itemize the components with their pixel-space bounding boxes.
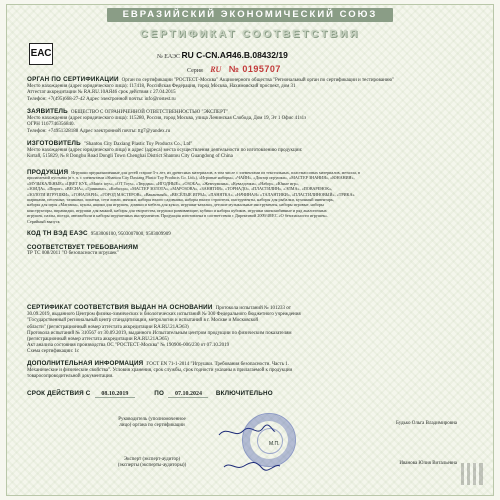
basis-line: (регистрационный номер аттестата аккредитации RA.RU.21АЭ65) xyxy=(27,337,169,343)
additional-label: ДОПОЛНИТЕЛЬНАЯ ИНФОРМАЦИЯ xyxy=(27,360,144,367)
mp-label: М.П. xyxy=(269,441,280,447)
tnved-section xyxy=(27,231,467,238)
certificate-number: RU С-CN.АЯ46.В.08432/19 xyxy=(181,50,288,60)
basis-label: СЕРТИФИКАТ СООТВЕТСТВИЯ ВЫДАН НА ОСНОВАНИИ xyxy=(27,304,213,311)
manufacturer-section xyxy=(27,141,467,161)
requirements-value: ТР ТС 008/2011 "О безопасности игрушек" xyxy=(27,251,119,257)
series-label: Серия xyxy=(187,68,203,74)
product-line: конструкторы, пирамидки, игрушки для ванной, наборы для творчества, игрушки развивающие, кубики и наборы кубиков, игрушки мягконабивные и ряд аналогичных xyxy=(27,207,327,213)
applicant-contacts: Телефон: +74951328188 Адрес электронной почты: ttg7@yandex.ru xyxy=(27,128,171,134)
validity-date-to: 07.10.2024 xyxy=(168,391,208,398)
certification-body-contacts: Телефон: +7(495)668-27-42 Адрес электронной почты: info@rostest.ru xyxy=(27,96,176,102)
series-code: RU xyxy=(210,65,222,74)
certification-body-section xyxy=(27,77,467,103)
basis-line: Протокола испытаний № 101233 от xyxy=(215,306,291,311)
product-line: шариками, песочные, тазиками, лопатки, сети ловли, мячики, наборы юного садовника, наборы юного строителя, инструменты, наборы для рыбалки, кухонный инвентарь, xyxy=(27,197,334,203)
certification-body-label: ОРГАН ПО СЕРТИФИКАЦИИ xyxy=(27,76,119,83)
product-line: «ЗОИДА», «Пирог», «ВЕСНА», «Гринкинс», «Кибалда», «МАСТЕР ЗОЛОТА», «МАРОЗОВА», «ЗАНЯТИЯ», «ТОРНАДО», «ПЛАСТИЛИН», «ЭЛМА», «ПОВАРЕНОК», xyxy=(27,186,333,192)
basis-line: Схема сертификации: 1с xyxy=(27,349,80,355)
head-role-2: лицо) органа по сертификации xyxy=(119,423,185,428)
product-line: Серийный выпуск xyxy=(27,218,60,224)
manufacturer-label: ИЗГОТОВИТЕЛЬ xyxy=(27,140,81,147)
additional-line: товаросопроводительной документации. xyxy=(27,374,114,380)
number-label: № ЕАЭС xyxy=(157,54,181,60)
validity-section xyxy=(27,391,467,398)
additional-line: ГОСТ EN 71-1-2014 "Игрушки. Требования безопасности. Часть 1. xyxy=(146,362,289,367)
certification-body-accreditation: Аттестат аккредитации № RA.RU.10АЯ46 срок действия с 27.04.2015 xyxy=(27,90,176,96)
additional-section xyxy=(27,361,467,381)
validity-note: ВКЛЮЧИТЕЛЬНО xyxy=(215,390,273,397)
product-line: Игрушки предназначенные для детей старше 3-х лет, из древесных материалов, в том числе с элементами из текстильных, пластмассовых материалов, металла, в xyxy=(71,170,360,175)
expert-role-2: (эксперты (эксперты-аудиторы)) xyxy=(117,463,187,468)
product-line: «МУЗЫКАЛЬНЫЕ» «ЦВЕТ КУБ, «Matrix toys», «ОТ Toys», «Тюрдан», «ИГОДНЫЕ», «ОЗОБА», «Жемчужины», «Кувалдочки», «Набор», «Юные игр», xyxy=(27,180,300,186)
tnved-value: 9503006100, 9503007000, 9503009909 xyxy=(90,232,171,237)
expert-signature xyxy=(222,457,282,475)
product-label: ПРОДУКЦИЯ xyxy=(27,169,69,176)
product-line: наборы для игры «Магазин», куклы, ящики для игрушек, домики и мебель для кукол, игрушки-каталки, детские музыкальные инструменты, наборы игровые, наборы xyxy=(27,202,324,208)
manufacturer-address: Место нахождения (адрес юридического лица) и адрес (адреса) места осуществления деятельности по изготовлению продукции: xyxy=(27,148,303,154)
series-row xyxy=(187,63,387,75)
basis-line: Акт анализа состояния производства ОС "РОСТЕСТ-Москва" № 190906-006/230 от 07.10.2019 xyxy=(27,343,230,349)
certification-body-address: Место нахождения (адрес юридического лица): 117418, Российская Федерация, город Москва, Нахимовский проспект, дом 31 xyxy=(27,84,296,90)
basis-line: "Государственный региональный центр стандартизации, метрологии и испытаний в г. Москве и Московской xyxy=(27,318,259,324)
additional-line: Механические и физические свойства". Условия хранения, срок службы, срок годности указаны в прилагаемой к продукции xyxy=(27,368,293,374)
applicant-section xyxy=(27,109,467,135)
basis-line: 30.09.2019, выданного Центром физико-химических и биологических испытаний № 300 Федерального бюджетного учреждения xyxy=(27,312,301,318)
validity-from-label: СРОК ДЕЙСТВИЯ С xyxy=(27,390,91,397)
product-line: «ЗОЛОТИ ИГРУШКИ», «ГОНАЛАРИ», «ГОРОД МАСТЕРОВ», «Вакантный», «ВЕСЁЛЫЕ ИГРЫ», «ПАНЯТКА», «НАЧИНАЯ» «ТАЛАНТИКИ», «ПЛАСТИЛИНОВЫЙ», «ТРИКА» xyxy=(27,191,355,197)
applicant-address: Место нахождения (адрес юридического лица): 115280, Россия, город Москва, улица Ленинская Слобода, Дом 19, Эт 1 Офис 41з1з xyxy=(27,116,307,122)
requirements-section xyxy=(27,245,467,257)
head-name: Будько Ольга Владимировна xyxy=(396,421,457,426)
basis-line: области" (регистрационный номер аттестата аккредитации RA.RU.21АЭ63) xyxy=(27,324,189,330)
applicant-label: ЗАЯВИТЕЛЬ xyxy=(27,108,68,115)
certificate-number-row xyxy=(157,49,457,61)
product-section xyxy=(27,170,467,224)
requirements-label: СООТВЕТСТВУЕТ ТРЕБОВАНИЯМ xyxy=(27,244,139,251)
certificate-frame xyxy=(6,4,494,496)
product-line: игрушек, пазлы, поезда, автомобили и наборы игрушечных инструментов. Продукция изготовлена в соответствии с Директивой 2009/48/ЕС «О безопасности игрушек». xyxy=(27,213,329,219)
eac-logo: ЕАС xyxy=(29,43,53,65)
union-banner: ЕВРАЗИЙСКИЙ ЭКОНОМИЧЕСКИЙ СОЮЗ xyxy=(107,8,393,22)
tnved-label: КОД ТН ВЭД ЕАЭС xyxy=(27,230,88,237)
basis-section xyxy=(27,305,467,356)
product-line: прилагаемой пустыми (в т. ч. с элементами «Shantou City Daxiang Plastic Toy Products Co. Ltd»), «Игровые наборы», «ЧАЙН», «Доктор игрушки», «МАСТЕР ЗНАНИЯ», «ЮНАНИЯ», xyxy=(27,175,355,181)
applicant-text: ОБЩЕСТВО С ОГРАНИЧЕННОЙ ОТВЕТСТВЕННОСТЬЮ "ЭКСПЕРТ" xyxy=(70,110,229,115)
basis-line: Протокола испытаний № 310567 от 30.09.2019, выданного Испытательным центром продукции по физическим показателям xyxy=(27,330,292,336)
corner-mark xyxy=(461,463,483,485)
expert-name: Иванова Юлия Витальевна xyxy=(399,461,457,466)
certification-body-text: Орган по сертификации "РОСТЕСТ-Москва" Акционерного общества "Региональный орган по сертификации и тестированию" xyxy=(121,78,395,83)
certificate-title: СЕРТИФИКАТ СООТВЕТСТВИЯ xyxy=(140,28,360,40)
series-number: № 0195707 xyxy=(228,64,281,74)
expert-role: Эксперт (эксперт-аудитор) xyxy=(123,457,181,462)
validity-to-label: ПО xyxy=(154,390,165,397)
manufacturer-text: "Shantou City Daxiang Plastic Toy Products Co., Ltd" xyxy=(83,142,193,147)
manufacturer-address2: Китай, 515829, № 8 Donghu Road Dongli Town Chenghai District Shantou City Guangdong of China xyxy=(27,154,233,160)
head-role: Руководитель (уполномоченное xyxy=(118,417,186,422)
applicant-ogrn: ОГРН 1167746356840. xyxy=(27,122,75,128)
validity-date-from: 08.10.2019 xyxy=(95,391,135,398)
